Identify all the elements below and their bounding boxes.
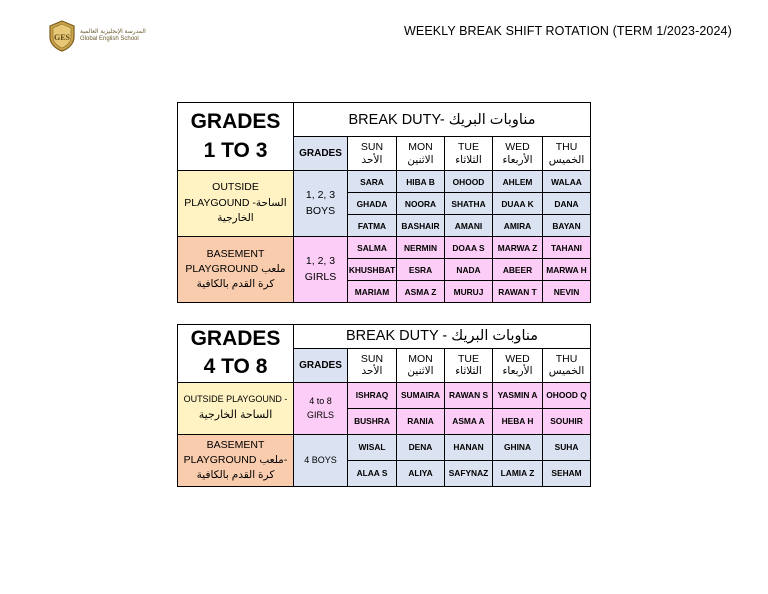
day-header: WED الأربعاء [493, 348, 543, 382]
staff-name-cell: BASHAIR [397, 215, 445, 237]
staff-name-cell: HANAN [445, 434, 493, 460]
day-header: WED الأربعاء [493, 137, 543, 171]
staff-name-cell: ASMA Z [397, 281, 445, 303]
break-duty-heading: BREAK DUTY - مناوبات البريك [294, 325, 591, 349]
staff-name-cell: ALIYA [397, 460, 445, 486]
day-header: MON الاثنين [397, 137, 445, 171]
day-header: THU الخميس [543, 137, 591, 171]
staff-name-cell: SUHA [543, 434, 591, 460]
staff-name-cell: SARA [348, 171, 397, 193]
staff-name-cell: RAWAN S [445, 382, 493, 408]
table-row [178, 382, 591, 408]
school-name-arabic: المدرسة الإنجليزية العالمية [80, 29, 146, 36]
staff-name-cell: AMIRA [493, 215, 543, 237]
document-title: WEEKLY BREAK SHIFT ROTATION (TERM 1/2023-2024) [404, 24, 732, 38]
staff-name-cell: SHATHA [445, 193, 493, 215]
staff-name-cell: BAYAN [543, 215, 591, 237]
day-header: SUN الأحد [348, 137, 397, 171]
grades-range-heading: GRADES 1 TO 3 [178, 103, 294, 171]
grades-column-label: GRADES [294, 348, 348, 382]
staff-name-cell: NEVIN [543, 281, 591, 303]
rotation-table-grades-4-to-8 [177, 324, 591, 487]
staff-name-cell: DUAA K [493, 193, 543, 215]
staff-name-cell: WISAL [348, 434, 397, 460]
staff-name-cell: MARWA Z [493, 237, 543, 259]
staff-name-cell: DENA [397, 434, 445, 460]
group-boys: 4 BOYS [294, 434, 348, 486]
table-row [178, 171, 591, 193]
rotation-table-grades-1-to-3 [177, 102, 591, 303]
table-row [178, 434, 591, 460]
staff-name-cell: GHINA [493, 434, 543, 460]
location-basement-playground: BASEMENT PLAYGROUND ملعب- كرة القدم بالكافية [178, 434, 294, 486]
staff-name-cell: ABEER [493, 259, 543, 281]
staff-name-cell: GHADA [348, 193, 397, 215]
staff-name-cell: DOAA S [445, 237, 493, 259]
staff-name-cell: MURUJ [445, 281, 493, 303]
staff-name-cell: ESRA [397, 259, 445, 281]
staff-name-cell: SUMAIRA [397, 382, 445, 408]
group-girls: 4 to 8 GIRLS [294, 382, 348, 434]
staff-name-cell: RANIA [397, 408, 445, 434]
logo-monogram: GES [53, 33, 71, 42]
staff-name-cell: KHUSHBAT [348, 259, 397, 281]
location-outside-playground: OUTSIDE PLAYGOUND - الساحة الخارجية [178, 382, 294, 434]
staff-name-cell: AHLEM [493, 171, 543, 193]
staff-name-cell: SALMA [348, 237, 397, 259]
location-basement-playground: BASEMENT PLAYGROUND ملعب كرة القدم بالكافية [178, 237, 294, 303]
staff-name-cell: WALAA [543, 171, 591, 193]
school-crest-icon [48, 20, 76, 52]
school-name-english: Global English School [80, 36, 139, 42]
day-header: THU الخميس [543, 348, 591, 382]
location-outside-playground: OUTSIDE PLAYGOUND -الساحة الخارجية [178, 171, 294, 237]
staff-name-cell: SOUHIR [543, 408, 591, 434]
day-header: TUE الثلاثاء [445, 348, 493, 382]
staff-name-cell: NOORA [397, 193, 445, 215]
table-row [178, 237, 591, 259]
grades-column-label: GRADES [294, 137, 348, 171]
staff-name-cell: LAMIA Z [493, 460, 543, 486]
staff-name-cell: MARWA H [543, 259, 591, 281]
staff-name-cell: SAFYNAZ [445, 460, 493, 486]
staff-name-cell: BUSHRA [348, 408, 397, 434]
staff-name-cell: ALAA S [348, 460, 397, 486]
break-duty-heading: BREAK DUTY- مناوبات البريك [294, 103, 591, 137]
staff-name-cell: ASMA A [445, 408, 493, 434]
staff-name-cell: HIBA B [397, 171, 445, 193]
day-header: TUE الثلاثاء [445, 137, 493, 171]
group-boys: 1, 2, 3 BOYS [294, 171, 348, 237]
staff-name-cell: FATMA [348, 215, 397, 237]
staff-name-cell: AMANI [445, 215, 493, 237]
group-girls: 1, 2, 3 GIRLS [294, 237, 348, 303]
school-logo [48, 20, 146, 52]
staff-name-cell: NADA [445, 259, 493, 281]
day-header: MON الاثنين [397, 348, 445, 382]
staff-name-cell: ISHRAQ [348, 382, 397, 408]
staff-name-cell: SEHAM [543, 460, 591, 486]
staff-name-cell: HEBA H [493, 408, 543, 434]
day-header: SUN الأحد [348, 348, 397, 382]
staff-name-cell: OHOOD [445, 171, 493, 193]
staff-name-cell: RAWAN T [493, 281, 543, 303]
staff-name-cell: TAHANI [543, 237, 591, 259]
staff-name-cell: MARIAM [348, 281, 397, 303]
staff-name-cell: NERMIN [397, 237, 445, 259]
staff-name-cell: DANA [543, 193, 591, 215]
grades-range-heading: GRADES 4 TO 8 [178, 325, 294, 383]
staff-name-cell: OHOOD Q [543, 382, 591, 408]
staff-name-cell: YASMIN A [493, 382, 543, 408]
